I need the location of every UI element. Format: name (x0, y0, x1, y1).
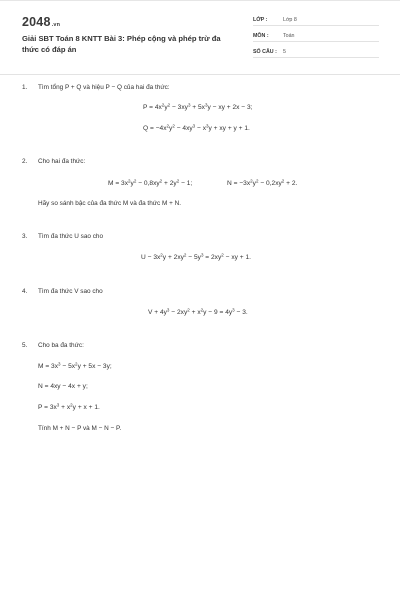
site-logo[interactable]: 2048.vn (22, 15, 61, 29)
meta-label: MÔN : (253, 33, 269, 39)
equation: $P = 4x^2y^2 - 3xy^3 + 5x^3y$ − xy + 2x − 3; (143, 102, 253, 111)
question-text: Tìm tổng P + Q và hiệu P − Q của hai đa thức: (38, 84, 170, 91)
question-number: 3. (22, 233, 28, 240)
meta-row-class (253, 15, 379, 26)
question-text: Cho hai đa thức: (38, 158, 86, 165)
equation: $M = 3x^2y^2 - 0,8xy^2 + 2y^2 - 1$; (108, 178, 193, 187)
question-followup: Hãy so sánh bậc của đa thức M và đa thức M + N. (38, 200, 182, 207)
question-number: 4. (22, 288, 28, 295)
meta-label: SỐ CÂU : (253, 49, 277, 55)
equation: $U - 3x^2y + 2xy^2 - 5y^3 = 2xy^2$ − xy + 1. (141, 252, 251, 261)
meta-value: Toán (283, 33, 295, 39)
meta-row-subject (253, 31, 379, 42)
equation: $Q = -4x^2y^2 - 4xy^3 - x^3y$ + xy + y + 1. (143, 123, 250, 132)
equation: $V + 4y^3 - 2xy^2 + x^2y - 9 = 4y^3 - 3$. (148, 307, 248, 316)
header-divider (0, 74, 400, 75)
question-followup: Tính M + N − P và M − N − P. (38, 425, 122, 432)
equation: $N = -3x^2y^2 - 0,2xy^2 + 2$. (227, 178, 298, 187)
equation: $M = 3x^3 - 5x^2y + 5x - 3y$; (38, 361, 112, 370)
question-text: Tìm đa thức U sao cho (38, 233, 104, 240)
equation: $P = 3x^3 + x^2y + x + 1$. (38, 402, 100, 411)
question-number: 2. (22, 158, 28, 165)
document-title: Giải SBT Toán 8 KNTT Bài 3: Phép cộng và phép trừ đa thức có đáp án (22, 34, 221, 54)
meta-value: Lớp 8 (283, 17, 297, 23)
question-number: 5. (22, 342, 28, 349)
question-text: Cho ba đa thức: (38, 342, 84, 349)
question-number: 1. (22, 84, 28, 91)
meta-row-count (253, 47, 379, 58)
logo-suffix: .vn (51, 22, 61, 28)
meta-label: LỚP : (253, 17, 268, 23)
meta-value: 5 (283, 49, 286, 55)
question-text: Tìm đa thức V sao cho (38, 288, 103, 295)
equation: N = 4xy − 4x + y; (38, 383, 88, 390)
